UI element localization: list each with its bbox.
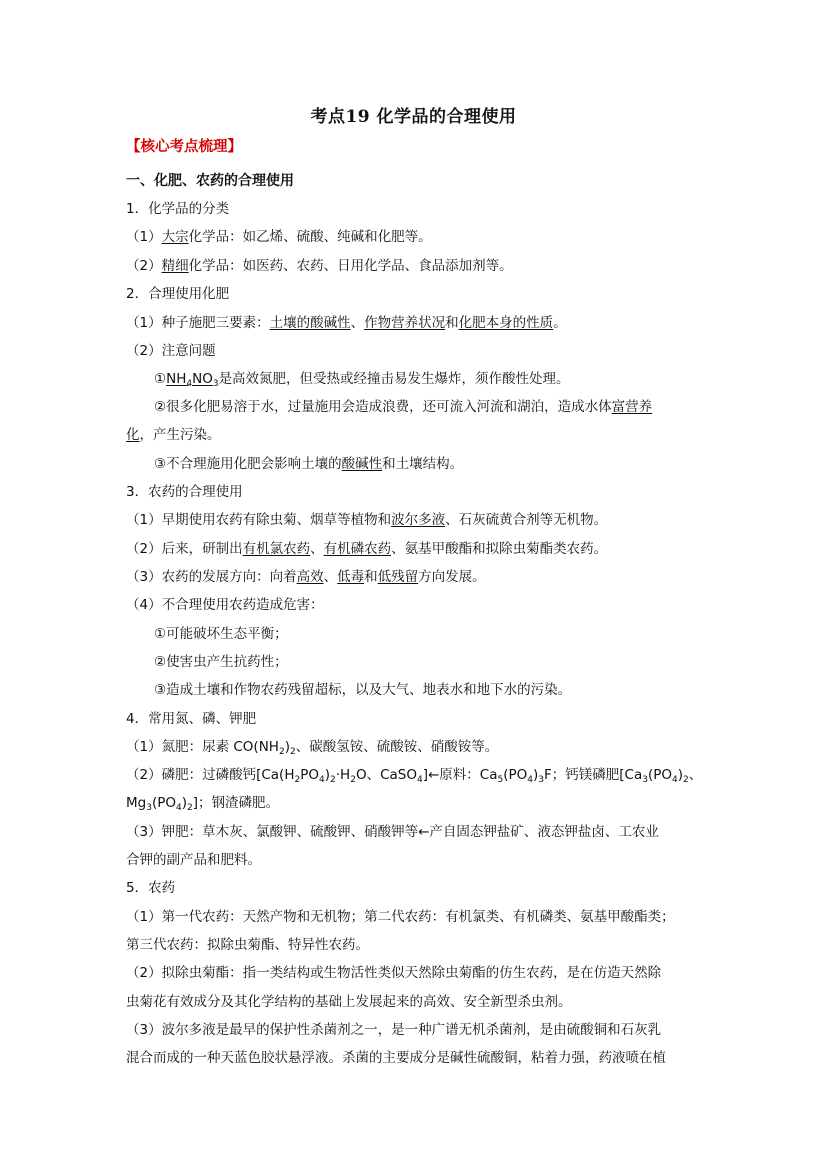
subheading-2: 2．合理使用化肥 xyxy=(126,286,230,302)
page-title: 考点19 化学品的合理使用 xyxy=(310,107,517,127)
subheading-3: 3．农药的合理使用 xyxy=(126,484,243,500)
section-heading: 一、化肥、农药的合理使用 xyxy=(126,173,294,189)
paragraph: ②很多化肥易溶于水，过量施用会造成浪费，还可流入河流和湖泊，造成水体富营养 xyxy=(154,399,653,415)
paragraph: ③造成土壤和作物农药残留超标，以及大气、地表水和地下水的污染。 xyxy=(154,682,572,698)
paragraph: 混合而成的一种天蓝色胶状悬浮液。杀菌的主要成分是碱性硫酸铜，粘着力强，药液喷在植 xyxy=(126,1050,666,1066)
paragraph: （2）拟除虫菊酯：指一类结构或生物活性类似天然除虫菊酯的仿生农药，是在仿造天然除 xyxy=(126,965,662,981)
paragraph: （2）注意问题 xyxy=(126,343,216,359)
paragraph: 虫菊花有效成分及其化学结构的基础上发展起来的高效、安全新型杀虫剂。 xyxy=(126,994,572,1010)
paragraph: （2）磷肥：过磷酸钙[$Ca(H_2PO_4)_2\cdot H_2O$、CaSO$_4$]←原料：$Ca_5(PO_4)_3F$；钙镁磷肥[$Ca_3(PO_4)_2$、 xyxy=(126,767,703,785)
paragraph: （1）大宗化学品：如乙烯、硫酸、纯碱和化肥等。 xyxy=(126,229,432,245)
paragraph: （2）后来，研制出有机氯农药、有机磷农药、氨基甲酸酯和拟除虫菊酯类农药。 xyxy=(126,541,608,557)
core-heading: 【核心考点梳理】 xyxy=(126,139,242,155)
paragraph: （4）不合理使用农药造成危害： xyxy=(126,597,324,613)
paragraph: $Mg_3(PO_4)_2$]；钢渣磷肥。 xyxy=(126,795,280,813)
paragraph: （3）钾肥：草木灰、氯酸钾、硫酸钾、硝酸钾等←产自固态钾盐矿、液态钾盐卤、工农业 xyxy=(126,824,659,840)
subheading-1: 1．化学品的分类 xyxy=(126,201,230,217)
paragraph: （1）氮肥：尿素 $CO(NH_2)_2$、碳酸氢铵、硫酸铵、硝酸铵等。 xyxy=(126,739,499,757)
paragraph: （1）早期使用农药有除虫菊、烟草等植物和波尔多液、石灰硫黄合剂等无机物。 xyxy=(126,512,608,528)
paragraph: （3）农药的发展方向：向着高效、低毒和低残留方向发展。 xyxy=(126,569,486,585)
paragraph: ②使害虫产生抗药性； xyxy=(154,654,288,670)
paragraph: 合钾的副产品和肥料。 xyxy=(126,852,261,868)
paragraph: ①可能破坏生态平衡； xyxy=(154,626,288,642)
paragraph: 化，产生污染。 xyxy=(126,427,221,443)
paragraph: $①NH_4NO_3$是高效氮肥，但受热或经撞击易发生爆炸，须作酸性处理。 xyxy=(154,371,570,389)
paragraph: （1）种子施肥三要素：土壤的酸碱性、作物营养状况和化肥本身的性质。 xyxy=(126,315,567,331)
paragraph: ③不合理施用化肥会影响土壤的酸碱性和土壤结构。 xyxy=(154,456,464,472)
paragraph: （3）波尔多液是最早的保护性杀菌剂之一，是一种广谱无机杀菌剂，是由硫酸铜和石灰乳 xyxy=(126,1022,662,1038)
paragraph: （2）精细化学品：如医药、农药、日用化学品、食品添加剂等。 xyxy=(126,258,513,274)
subheading-4: 4．常用氮、磷、钾肥 xyxy=(126,711,257,727)
paragraph: 第三代农药：拟除虫菊酯、特异性农药。 xyxy=(126,937,369,953)
subheading-5: 5．农药 xyxy=(126,880,176,896)
paragraph: （1）第一代农药：天然产物和无机物；第二代农药：有机氯类、有机磷类、氨基甲酸酯类； xyxy=(126,909,675,925)
